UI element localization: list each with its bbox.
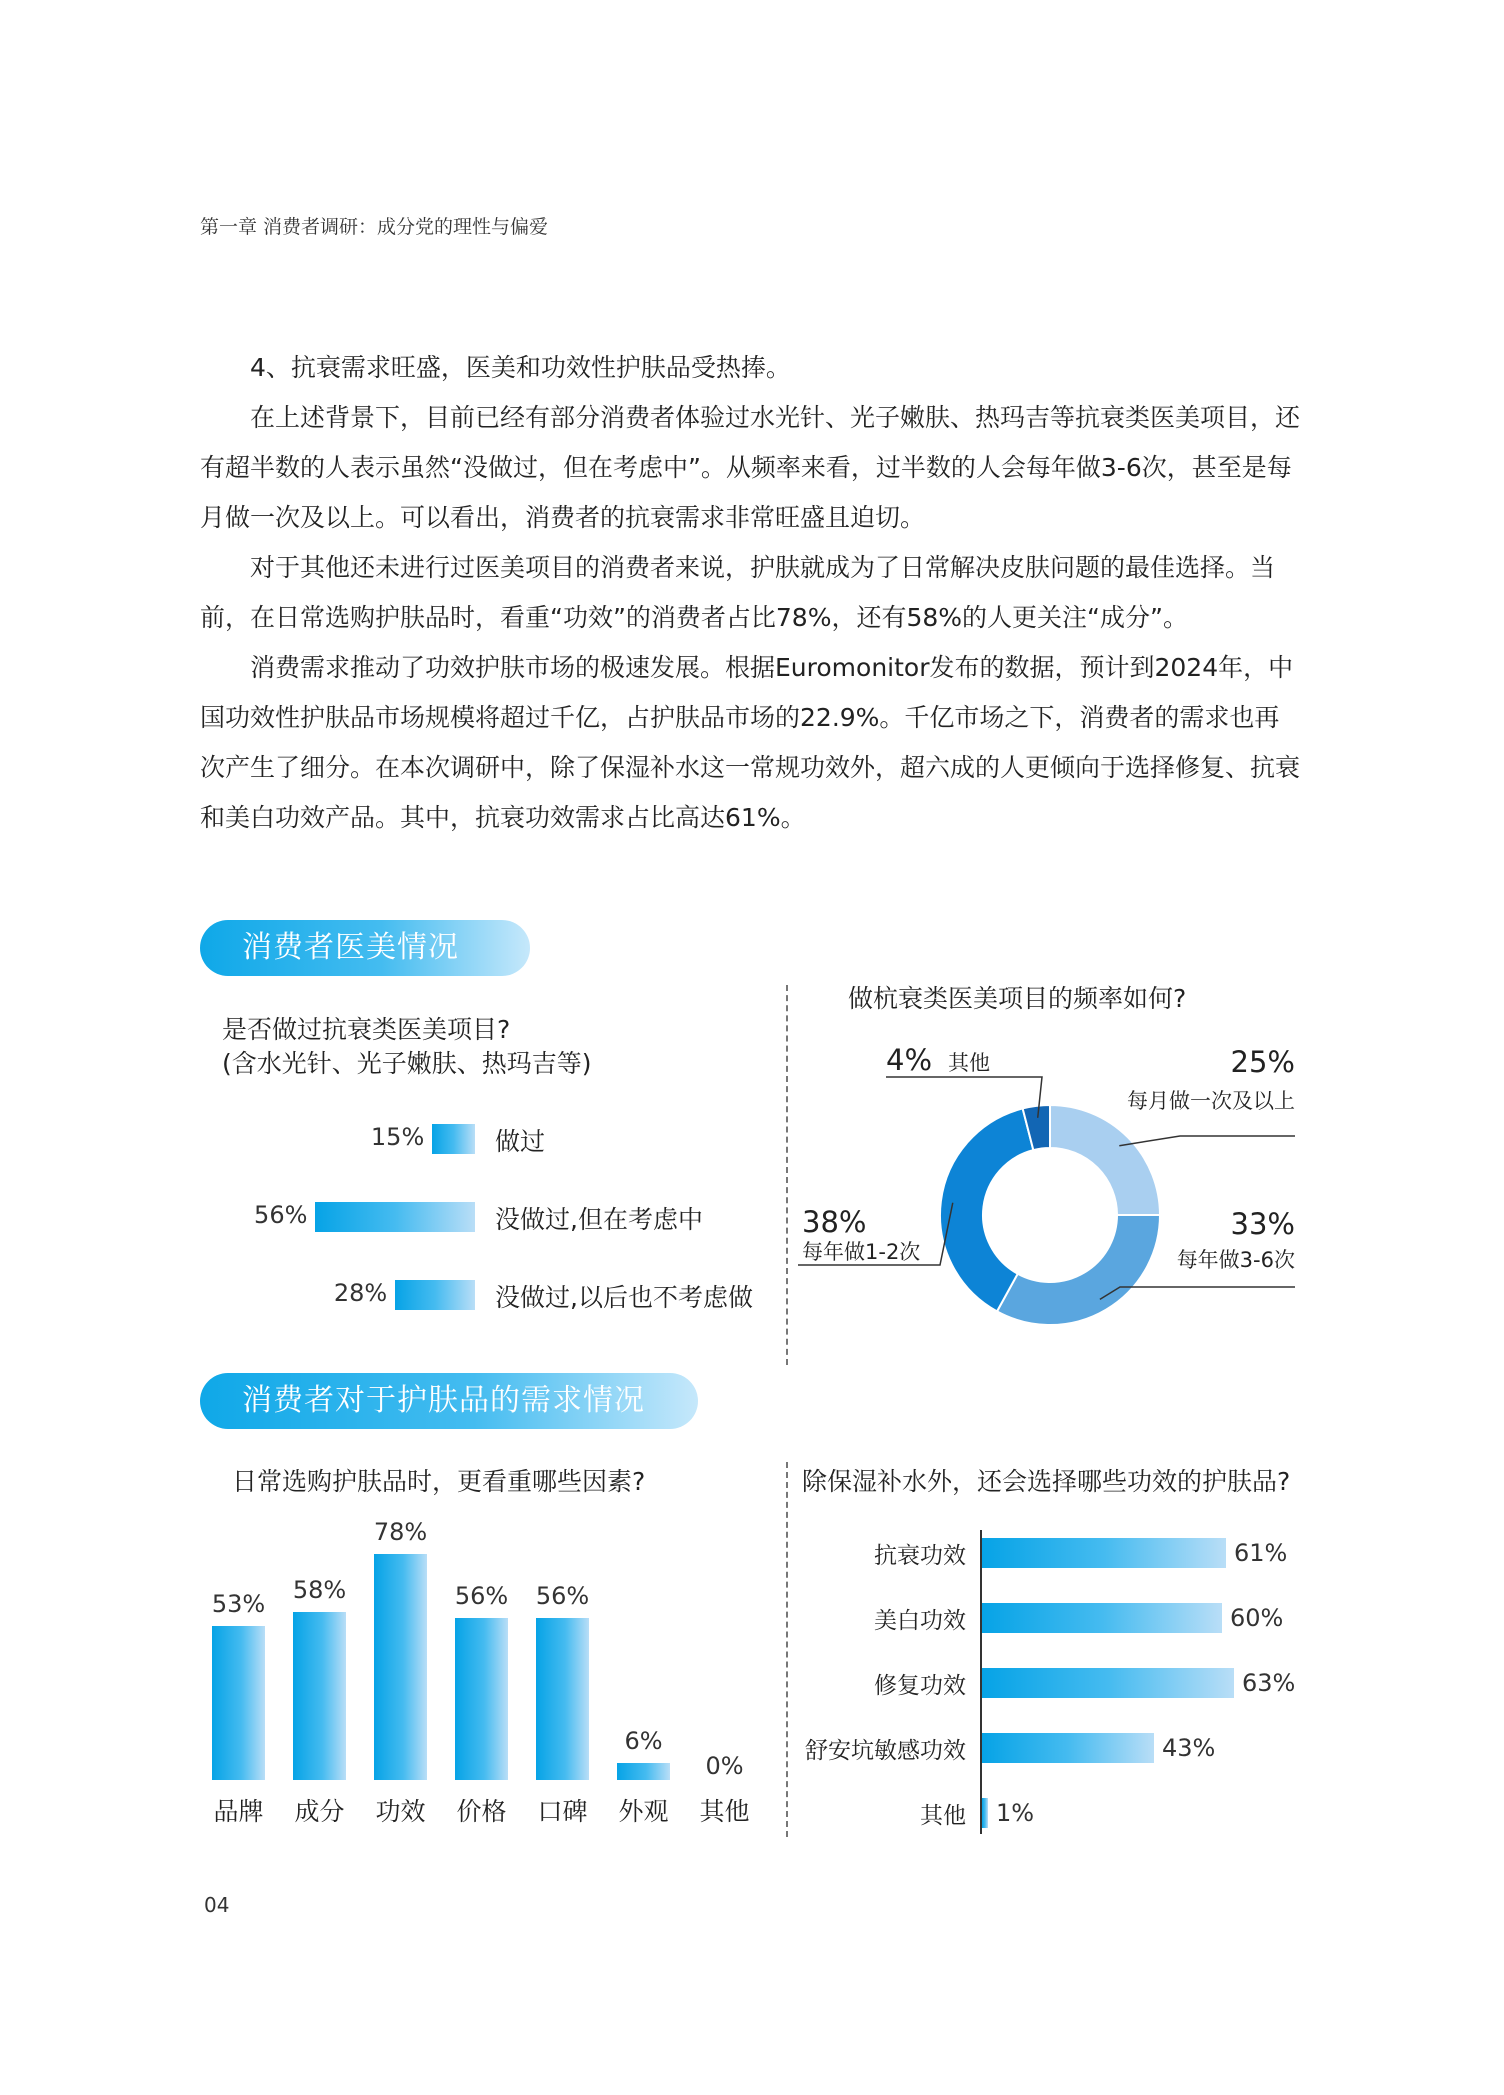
chart4-bar	[982, 1603, 1222, 1633]
chart2-value-label: 33%	[1230, 1207, 1295, 1241]
chart3-purchase-factors	[190, 1510, 770, 1840]
chart3-category-label: 功效	[375, 1797, 426, 1826]
chart4-value-label: 43%	[1162, 1734, 1216, 1762]
chart1-value-label: 15%	[370, 1123, 425, 1151]
chart2-category-label: 每月做一次及以上	[1127, 1089, 1295, 1113]
chart2-value-label: 25%	[1230, 1045, 1295, 1079]
chart3-bar	[374, 1554, 427, 1780]
chart2-leader-line	[1119, 1136, 1295, 1146]
chart4-bar	[982, 1733, 1154, 1763]
chart4-bar	[982, 1798, 988, 1828]
chart2-value-label: 4%	[886, 1043, 933, 1077]
chart1-category-label: 做过	[495, 1127, 546, 1156]
chart3-value-label: 56%	[454, 1581, 509, 1610]
chart4-title: 除保湿补水外，还会选择哪些功效的护肤品?	[802, 1467, 1291, 1496]
chart4-value-label: 61%	[1234, 1539, 1288, 1567]
chart4-category-label: 修复功效	[874, 1673, 966, 1699]
chart4-bar	[982, 1538, 1226, 1568]
chart4-category-label: 其他	[920, 1803, 966, 1829]
paragraph-4: 消费需求推动了功效护肤市场的极速发展。根据Euromonitor发布的数据，预计到2024年，中国功效性护肤品市场规模将超过千亿，占护肤品市场的22.9%。千亿市场之下，消费者的需求也再次产生了细分。在本次调研中，除了保湿补水这一常规功效外，超六成的人更倾向于选择修复、抗衰和美白功效产品。其中，抗衰功效需求占比高达61%。	[200, 653, 1301, 832]
chart1-value-label: 28%	[333, 1279, 388, 1307]
chart3-category-label: 外观	[618, 1797, 669, 1826]
chart2-slice	[1050, 1105, 1160, 1215]
chart1-value-label: 56%	[254, 1201, 308, 1229]
chart2-category-label: 其他	[948, 1051, 990, 1075]
paragraph-1: 4、抗衰需求旺盛，医美和功效性护肤品受热捧。	[250, 353, 791, 382]
chart3-value-label: 53%	[211, 1590, 266, 1619]
chart2-frequency-donut	[790, 1040, 1330, 1340]
section-banner-skincare: 消费者对于护肤品的需求情况	[200, 1373, 698, 1429]
chart3-bar	[212, 1626, 265, 1780]
chart3-category-label: 价格	[456, 1797, 507, 1826]
chart3-category-label: 成分	[294, 1797, 345, 1826]
chapter-header: 第一章 消费者调研：成分党的理性与偏爱	[200, 216, 549, 238]
chart3-bar	[617, 1763, 670, 1780]
chart3-value-label: 58%	[292, 1575, 347, 1604]
chart2-title: 做杭衰类医美项目的频率如何?	[848, 984, 1187, 1013]
chart1-category-label: 没做过,以后也不考虑做	[495, 1283, 753, 1312]
body-text	[200, 343, 1304, 843]
chart4-value-label: 60%	[1230, 1604, 1284, 1632]
page-number: 04	[204, 1893, 230, 1917]
chart3-bar	[293, 1612, 346, 1780]
divider-bottom	[786, 1462, 788, 1837]
chart3-category-label: 口碑	[537, 1797, 588, 1826]
chart4-category-label: 抗衰功效	[874, 1543, 966, 1569]
chart2-value-label: 38%	[802, 1205, 867, 1239]
chart2-category-label: 每年做1-2次	[802, 1240, 921, 1264]
chart1-title: 是否做过抗衰类医美项目?	[222, 1015, 511, 1044]
chart1-subtitle: (含水光针、光子嫩肤、热玛吉等)	[222, 1049, 592, 1078]
chart3-title: 日常选购护肤品时，更看重哪些因素?	[232, 1467, 646, 1496]
chart3-category-label: 其他	[699, 1797, 750, 1826]
section-banner-medical: 消费者医美情况	[200, 920, 530, 976]
chart1-bar	[395, 1280, 475, 1310]
chart4-value-label: 1%	[996, 1799, 1035, 1827]
chart4-category-label: 美白功效	[874, 1608, 966, 1634]
chart1-bar	[432, 1124, 475, 1154]
paragraph-3: 对于其他还未进行过医美项目的消费者来说，护肤就成为了日常解决皮肤问题的最佳选择。当前，在日常选购护肤品时，看重“功效”的消费者占比78%，还有58%的人更关注“成分”。	[200, 553, 1276, 632]
chart3-value-label: 0%	[705, 1752, 744, 1780]
chart4-category-label: 舒安坑敏感功效	[805, 1738, 966, 1764]
chart1-bar	[315, 1202, 475, 1232]
chart3-bar	[455, 1618, 508, 1780]
chart3-value-label: 6%	[624, 1726, 663, 1755]
chart3-value-label: 78%	[373, 1517, 428, 1546]
paragraph-2: 在上述背景下，目前已经有部分消费者体验过水光针、光子嫩肤、热玛吉等抗衰类医美项目，还有超半数的人表示虽然“没做过，但在考虑中”。从频率来看，过半数的人会每年做3-6次，甚至是每月做一次及以上。可以看出，消费者的抗衰需求非常旺盛且迫切。	[200, 403, 1301, 532]
chart4-value-label: 63%	[1242, 1669, 1296, 1697]
chart1-medical-experience	[0, 1100, 790, 1340]
chart2-category-label: 每年做3-6次	[1176, 1248, 1295, 1272]
chart4-bar	[982, 1668, 1234, 1698]
chart3-value-label: 56%	[535, 1581, 590, 1610]
chart1-category-label: 没做过,但在考虑中	[495, 1205, 703, 1234]
chart4-efficacy-preferences	[790, 1530, 1330, 1840]
chart3-bar	[536, 1618, 589, 1780]
divider-top	[786, 985, 788, 1365]
chart2-slice	[997, 1215, 1160, 1325]
chart3-category-label: 品牌	[213, 1797, 264, 1826]
